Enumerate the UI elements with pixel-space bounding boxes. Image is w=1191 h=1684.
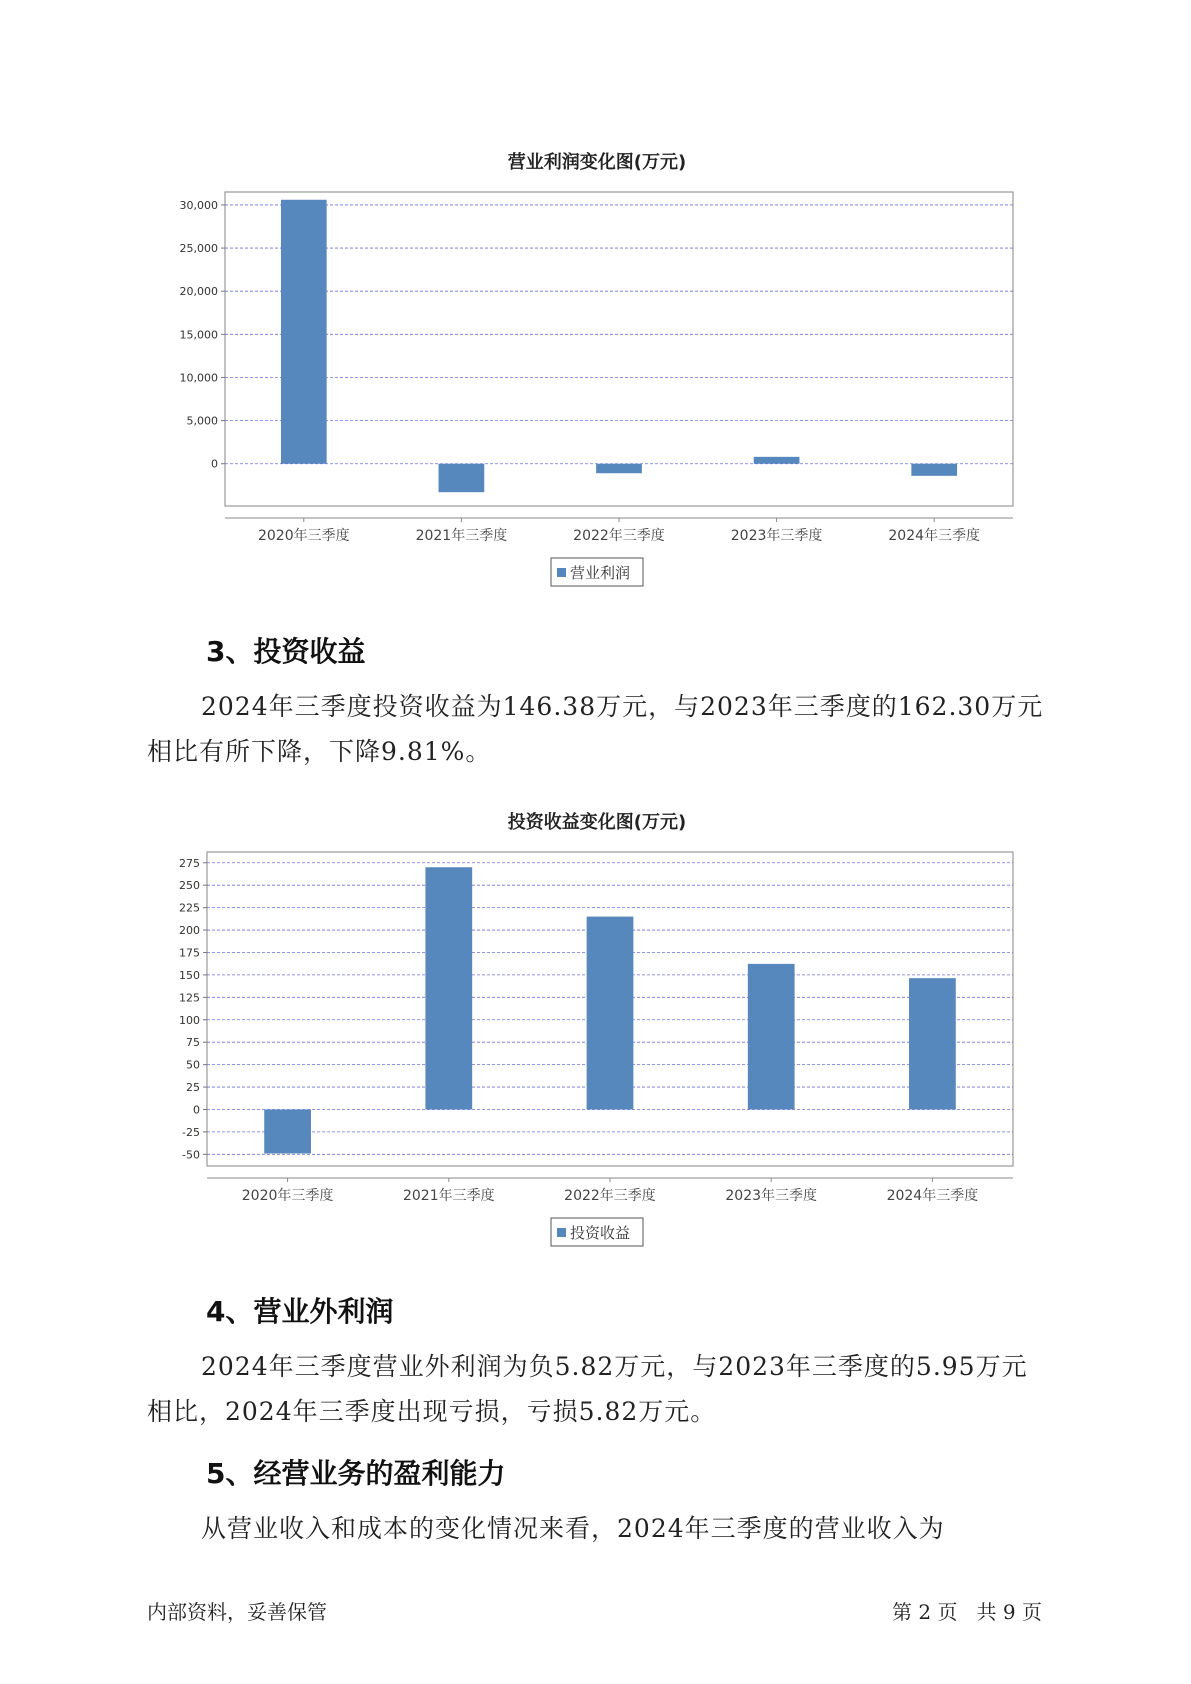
plot-area [225, 192, 1013, 506]
y-tick-label: 200 [179, 924, 200, 938]
investment-income-chart [0, 800, 1191, 1260]
y-tick-label: 25,000 [179, 242, 218, 256]
operating-profit-chart-svg [0, 140, 1191, 600]
x-tick-label: 2020年三季度 [241, 1188, 334, 1204]
x-tick-label: 2022年三季度 [573, 528, 665, 544]
bar [911, 464, 957, 476]
y-tick-label: 25 [186, 1081, 200, 1095]
x-tick-label: 2024年三季度 [886, 1188, 979, 1204]
paragraph-line: 从营业收入和成本的变化情况来看，2024年三季度的营业收入为 [201, 1514, 945, 1543]
legend-swatch [557, 568, 566, 577]
paragraph-line: 相比有所下降，下降9.81%。 [147, 737, 492, 766]
bar [281, 200, 327, 464]
y-tick-label: 50 [186, 1058, 200, 1072]
y-tick-label: 175 [179, 946, 200, 960]
x-tick-label: 2023年三季度 [725, 1188, 818, 1204]
bar [754, 457, 800, 464]
investment-income-paragraph [147, 684, 1047, 774]
y-tick-label: -25 [182, 1125, 200, 1139]
y-tick-label: 275 [179, 856, 200, 870]
bar [425, 867, 472, 1109]
investment-income-chart-svg [0, 800, 1191, 1260]
bar [587, 917, 634, 1110]
y-tick-label: 5,000 [186, 414, 218, 428]
legend-label: 营业利润 [570, 564, 631, 582]
legend-label: 投资收益 [570, 1224, 631, 1242]
operating-profit-chart [0, 140, 1191, 600]
x-tick-label: 2021年三季度 [402, 1188, 495, 1204]
y-tick-label: 0 [193, 1103, 200, 1117]
y-tick-label: 150 [179, 968, 200, 982]
bar [439, 464, 485, 492]
y-tick-label: 225 [179, 901, 200, 915]
paragraph-line: 2024年三季度营业外利润为负5.82万元，与2023年三季度的5.95万元 [201, 1352, 1028, 1381]
bar [264, 1109, 311, 1153]
legend-swatch [557, 1228, 566, 1237]
x-tick-label: 2023年三季度 [730, 528, 823, 544]
bar [596, 464, 642, 473]
y-tick-label: -50 [182, 1148, 200, 1162]
footer-page-number: 第 2 页 共 9 页 [892, 1600, 1042, 1624]
y-tick-label: 125 [179, 991, 200, 1005]
footer-confidential-note: 内部资料，妥善保管 [147, 1600, 327, 1624]
y-tick-label: 75 [186, 1036, 200, 1050]
y-tick-label: 15,000 [179, 328, 218, 342]
y-tick-label: 250 [179, 879, 200, 893]
x-tick-label: 2022年三季度 [564, 1188, 656, 1204]
paragraph-line: 相比，2024年三季度出现亏损，亏损5.82万元。 [147, 1397, 717, 1426]
y-tick-label: 20,000 [179, 285, 218, 299]
paragraph-line: 2024年三季度投资收益为146.38万元，与2023年三季度的162.30万元 [201, 692, 1044, 721]
chart-title: 营业利润变化图(万元) [507, 152, 687, 173]
bar [748, 964, 795, 1110]
chart-title: 投资收益变化图(万元) [507, 812, 687, 833]
section-heading-non-operating-profit: 4、营业外利润 [206, 1295, 394, 1328]
y-tick-label: 0 [211, 457, 218, 471]
profitability-paragraph [147, 1506, 1047, 1551]
section-heading-investment-income: 3、投资收益 [206, 635, 366, 668]
x-tick-label: 2024年三季度 [888, 528, 981, 544]
y-tick-label: 10,000 [179, 371, 218, 385]
non-operating-profit-paragraph [147, 1344, 1047, 1434]
x-tick-label: 2021年三季度 [415, 528, 508, 544]
bar [909, 978, 956, 1109]
x-tick-label: 2020年三季度 [257, 528, 350, 544]
y-tick-label: 100 [179, 1013, 200, 1027]
y-tick-label: 30,000 [179, 198, 218, 212]
section-heading-profitability: 5、经营业务的盈利能力 [206, 1457, 506, 1490]
